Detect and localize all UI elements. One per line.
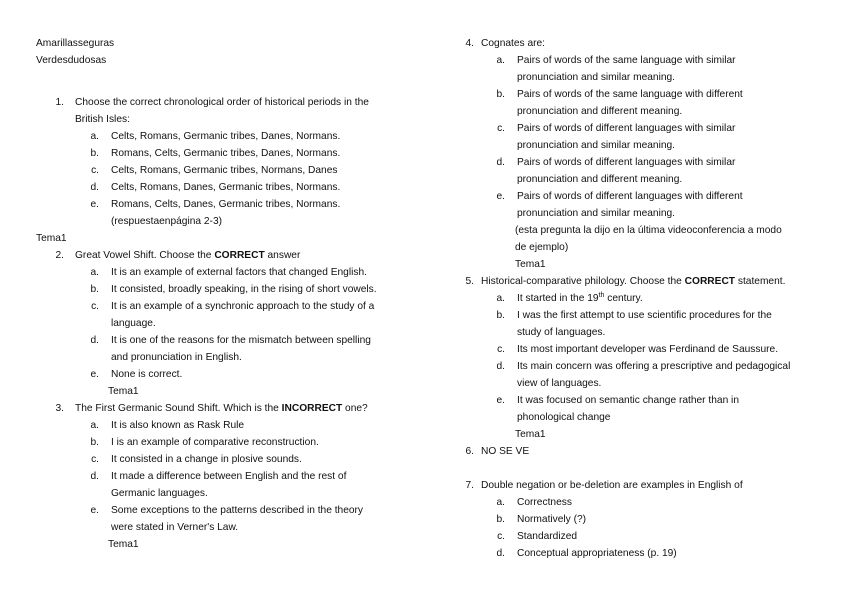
option-text: Its most important developer was Ferdinand de Saussure. — [517, 344, 779, 355]
option-text-cont: and pronunciation in English. — [111, 352, 242, 363]
option-letter: b. — [90, 148, 99, 159]
tema-label: Tema1 — [515, 429, 546, 440]
option-text-cont: pronunciation and different meaning. — [517, 174, 683, 185]
option-text: It started in the 19th century. — [517, 292, 643, 304]
option-text: Pairs of words of the same language with different — [517, 89, 743, 100]
option-letter: c. — [497, 123, 505, 134]
option-letter: b. — [496, 514, 505, 525]
option-letter: c. — [497, 344, 505, 355]
question-text: Cognates are: — [481, 38, 545, 49]
question-number: 3. — [55, 403, 64, 414]
option-letter: d. — [496, 361, 505, 372]
question-number: 7. — [465, 480, 474, 491]
option-letter: b. — [90, 437, 99, 448]
tema-label: Tema1 — [36, 233, 67, 244]
option-text-cont: view of languages. — [517, 378, 602, 389]
option-letter: d. — [90, 471, 99, 482]
option-text: I was the first attempt to use scientific procedures for the — [517, 310, 772, 321]
option-text: It is an example of external factors that changed English. — [111, 267, 367, 278]
option-text: It is one of the reasons for the mismatch between spelling — [111, 335, 371, 346]
option-text: Celts, Romans, Germanic tribes, Danes, Normans. — [111, 131, 341, 142]
option-text: Celts, Romans, Danes, Germanic tribes, Normans. — [111, 182, 341, 193]
answer-note: (respuestaenpágina 2-3) — [111, 216, 223, 227]
option-letter: e. — [90, 505, 99, 516]
option-text: Some exceptions to the patterns described in the theory — [111, 505, 364, 516]
option-letter: d. — [90, 335, 99, 346]
option-letter: a. — [90, 420, 99, 431]
option-letter: e. — [90, 369, 99, 380]
question-number: 2. — [55, 250, 64, 261]
option-text: Normatively (?) — [517, 514, 587, 525]
option-text: Standardized — [517, 531, 578, 542]
option-text: Pairs of words of different languages with similar — [517, 123, 736, 134]
question-text: NO SE VE — [481, 446, 530, 457]
option-text: It consisted in a change in plosive sounds. — [111, 454, 302, 465]
question-text: The First Germanic Sound Shift. Which is the INCORRECT one? — [75, 403, 368, 414]
option-letter: a. — [496, 55, 505, 66]
header-line-2: Verdesdudosas — [36, 55, 107, 66]
option-text-cont: Germanic languages. — [111, 488, 208, 499]
question-text: Choose the correct chronological order of historical periods in the — [75, 97, 369, 108]
option-text-cont: pronunciation and similar meaning. — [517, 208, 675, 219]
tema-label: Tema1 — [108, 539, 139, 550]
question-number: 6. — [465, 446, 474, 457]
option-letter: e. — [496, 191, 505, 202]
option-letter: d. — [496, 157, 505, 168]
question-number: 1. — [55, 97, 64, 108]
option-text: Conceptual appropriateness (p. 19) — [517, 548, 677, 559]
option-text-cont: language. — [111, 318, 156, 329]
question-number: 5. — [465, 276, 474, 287]
option-text: It is an example of a synchronic approach to the study of a — [111, 301, 375, 312]
option-letter: c. — [91, 301, 99, 312]
question-note-cont: de ejemplo) — [515, 242, 569, 253]
option-text: Romans, Celts, Danes, Germanic tribes, Normans. — [111, 199, 341, 210]
option-letter: b. — [496, 89, 505, 100]
option-text-cont: phonological change — [517, 412, 611, 423]
option-letter: b. — [90, 284, 99, 295]
option-letter: a. — [496, 497, 505, 508]
tema-label: Tema1 — [515, 259, 546, 270]
option-letter: d. — [496, 548, 505, 559]
option-text: None is correct. — [111, 369, 183, 380]
option-text: It consisted, broadly speaking, in the rising of short vowels. — [111, 284, 377, 295]
option-text: It made a difference between English and the rest of — [111, 471, 347, 482]
option-text-cont: pronunciation and different meaning. — [517, 106, 683, 117]
option-text: It is also known as Rask Rule — [111, 420, 245, 431]
option-letter: a. — [90, 267, 99, 278]
option-letter: d. — [90, 182, 99, 193]
question-text-cont: British Isles: — [75, 114, 130, 125]
option-letter: c. — [91, 165, 99, 176]
header-line-1: Amarillasseguras — [36, 38, 115, 49]
option-text-cont: study of languages. — [517, 327, 606, 338]
option-text-cont: were stated in Verner's Law. — [111, 522, 239, 533]
option-letter: b. — [496, 310, 505, 321]
option-text: It was focused on semantic change rather than in — [517, 395, 739, 406]
option-text-cont: pronunciation and similar meaning. — [517, 72, 675, 83]
question-text: Double negation or be-deletion are examples in English of — [481, 480, 743, 491]
option-letter: a. — [496, 293, 505, 304]
question-note: (esta pregunta la dijo en la última videoconferencia a modo — [515, 225, 782, 236]
question-number: 4. — [465, 38, 474, 49]
option-letter: c. — [497, 531, 505, 542]
option-text: Pairs of words of different languages with similar — [517, 157, 736, 168]
option-letter: a. — [90, 131, 99, 142]
option-letter: e. — [496, 395, 505, 406]
option-text: Romans, Celts, Germanic tribes, Danes, Normans. — [111, 148, 341, 159]
option-text: Correctness — [517, 497, 572, 508]
option-text: Pairs of words of different languages with different — [517, 191, 743, 202]
option-text: Celts, Romans, Germanic tribes, Normans, Danes — [111, 165, 338, 176]
option-letter: c. — [91, 454, 99, 465]
option-letter: e. — [90, 199, 99, 210]
option-text: Pairs of words of the same language with similar — [517, 55, 736, 66]
tema-label: Tema1 — [108, 386, 139, 397]
question-text: Historical-comparative philology. Choose the CORRECT statement. — [481, 276, 786, 287]
option-text: Its main concern was offering a prescriptive and pedagogical — [517, 361, 791, 372]
question-text: Great Vowel Shift. Choose the CORRECT answer — [75, 250, 301, 261]
option-text: I is an example of comparative reconstruction. — [111, 437, 319, 448]
option-text-cont: pronunciation and similar meaning. — [517, 140, 675, 151]
